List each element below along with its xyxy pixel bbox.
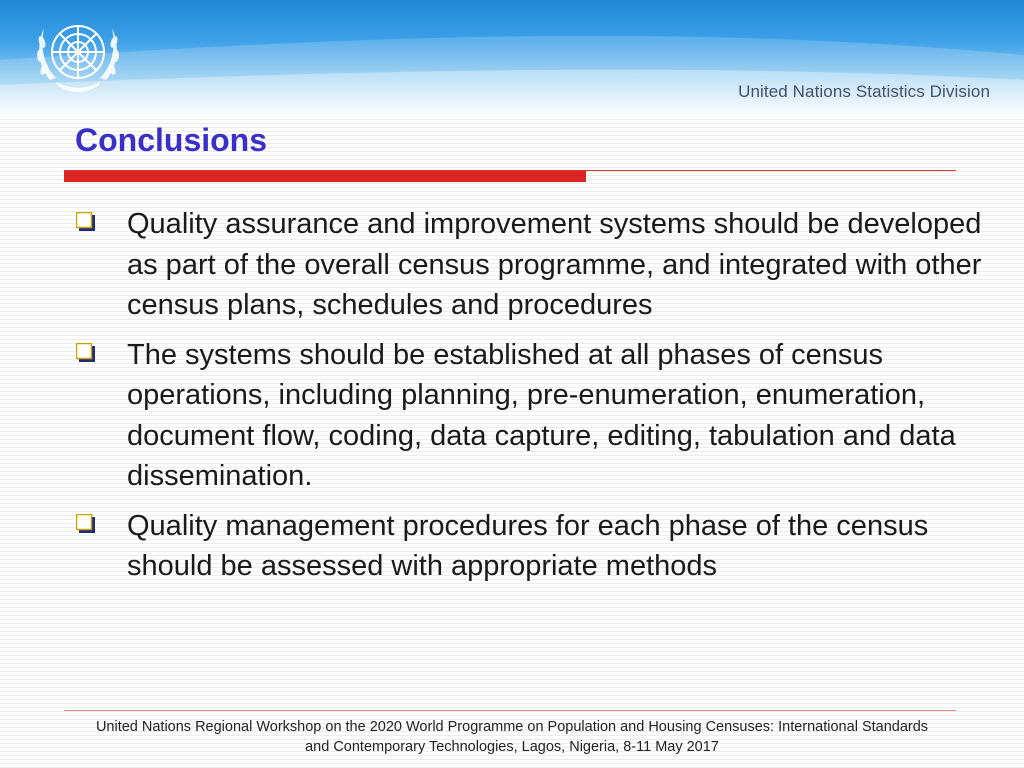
bullet-item [74, 335, 1004, 497]
checkbox-bullet-icon [76, 343, 95, 362]
footer-divider [64, 710, 956, 711]
title-divider-thick [64, 171, 586, 182]
slide-title: Conclusions [75, 122, 268, 158]
checkbox-bullet-icon [76, 212, 95, 231]
footer-line-1: United Nations Regional Workshop on the 2020 World Programme on Population and Housing Censuses: International Standards [95, 719, 929, 735]
bullet-item [74, 204, 1004, 326]
bullet-item [74, 506, 1004, 587]
bullet-list [74, 204, 1004, 596]
un-emblem-icon [26, 8, 130, 100]
bullet-text: Quality assurance and improvement systems should be developed as part of the overall census programme, and integrated with other census plans, schedules and procedures [127, 208, 982, 321]
bullet-text: Quality management procedures for each phase of the census should be assessed with appropriate methods [127, 509, 929, 582]
footer-line-2: and Contemporary Technologies, Lagos, Nigeria, 8-11 May 2017 [305, 739, 719, 755]
footer [40, 717, 984, 757]
checkbox-bullet-icon [76, 514, 95, 533]
organization-name: United Nations Statistics Division [738, 82, 990, 101]
bullet-text: The systems should be established at all phases of census operations, including planning, pre-enumeration, enumeration, document flow, coding, data capture, editing, tabulation and data dissemination. [127, 338, 956, 492]
